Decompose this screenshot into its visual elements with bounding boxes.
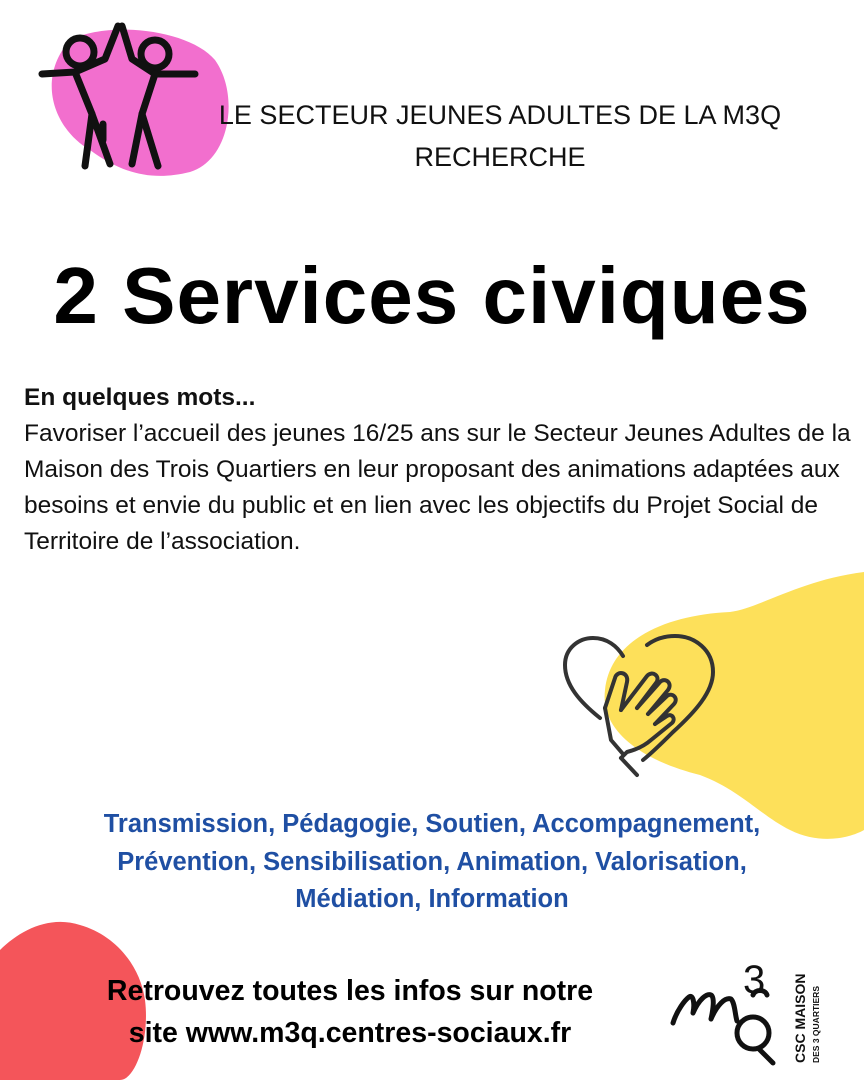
header-line-1: LE SECTEUR JEUNES ADULTES DE LA M3Q [218, 100, 782, 130]
high-five-people-icon [30, 14, 205, 174]
keywords-line-1: Transmission, Pédagogie, Soutien, Accompagnement, [103, 810, 761, 838]
keywords-line-2: Prévention, Sensibilisation, Animation, Valorisation, [117, 847, 747, 876]
cta-line-1: Retrouvez toutes les infos sur notre [106, 975, 594, 1007]
logo-name-line-2: DES 3 QUARTIERS [811, 986, 821, 1063]
keywords-block [40, 806, 824, 919]
call-to-action [40, 970, 660, 1054]
page-title: 2 Services civiques [53, 251, 811, 340]
m3q-logo [665, 955, 855, 1070]
keywords-line-3: Médiation, Information [295, 885, 569, 913]
intro-lead: En quelques mots... [24, 384, 256, 411]
logo-name-line-1: CSC MAISON [792, 973, 808, 1063]
intro-block [24, 380, 854, 560]
intro-body: Favoriser l’accueil des jeunes 16/25 ans sur le Secteur Jeunes Adultes de la Maison des Trois Quartiers en leur proposant des animations adaptées aux besoins et envie du public et en lien avec les objectifs du Projet Social de Territoire de l’association. [24, 420, 851, 555]
heart-hand-icon [555, 630, 730, 785]
header-line-2: RECHERCHE [414, 142, 586, 172]
cta-line-2[interactable]: site www.m3q.centres-sociaux.fr [128, 1017, 572, 1049]
logo-mark-three: 3 [743, 958, 766, 1002]
